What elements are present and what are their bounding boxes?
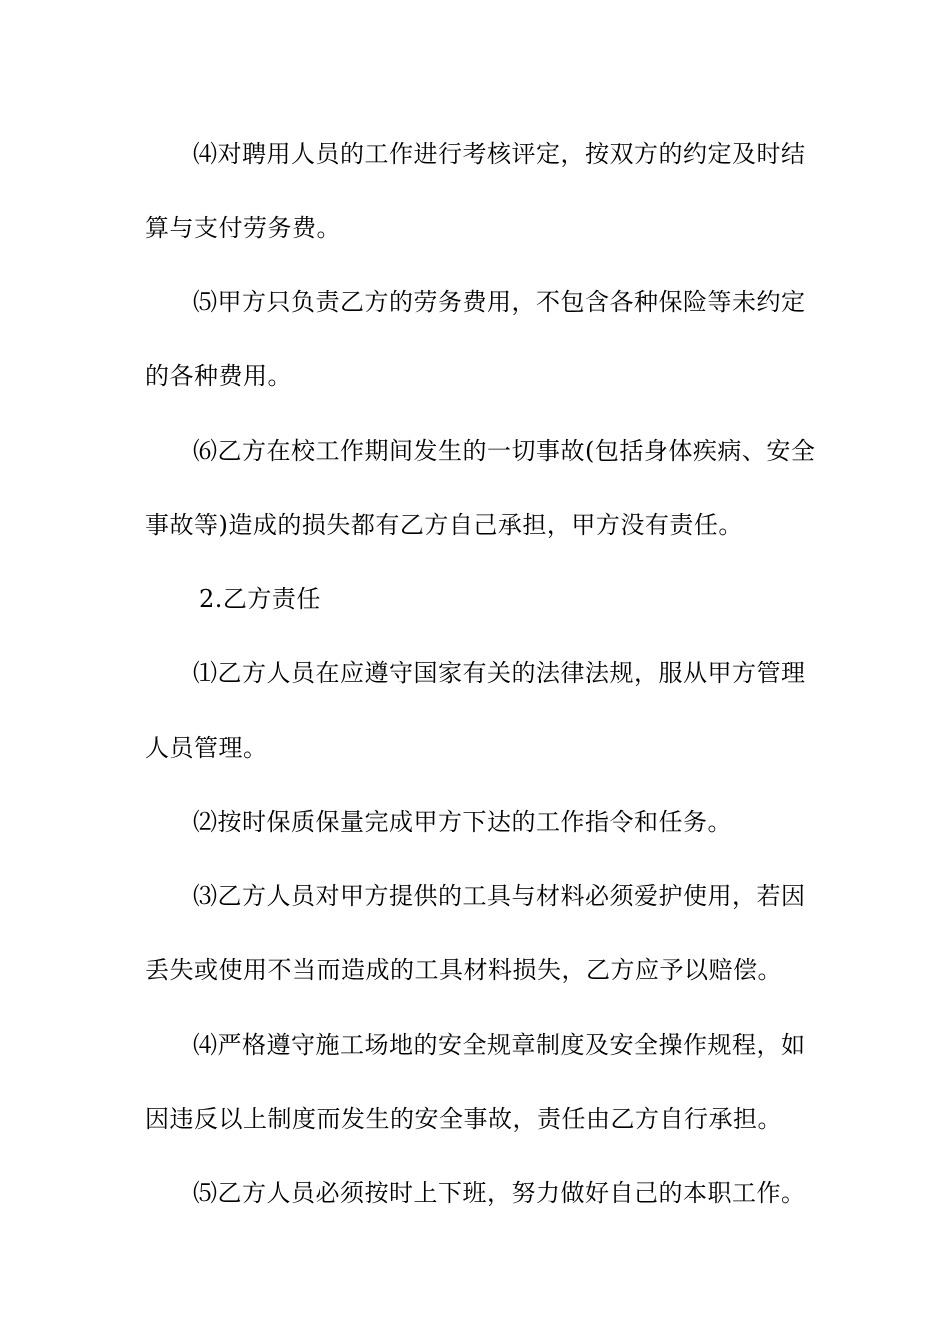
section-heading: 2.乙方责任 (199, 585, 321, 613)
paragraph-line: ⑸甲方只负责乙方的劳务费用，不包含各种保险等未约定 (193, 288, 806, 316)
paragraph-line: ⑷严格遵守施工场地的安全规章制度及安全操作规程，如 (193, 1031, 806, 1059)
paragraph-line: 的各种费用。 (145, 362, 292, 390)
paragraph-line: ⑹乙方在校工作期间发生的一切事故(包括身体疾病、安全 (193, 437, 816, 465)
paragraph-line: ⑴乙方人员在应遵守国家有关的法律法规，服从甲方管理 (193, 659, 806, 687)
paragraph-line: 人员管理。 (145, 734, 268, 762)
paragraph-line: ⑵按时保质保量完成甲方下达的工作指令和任务。 (193, 808, 732, 836)
paragraph-line: 事故等)造成的损失都有乙方自己承担，甲方没有责任。 (145, 511, 743, 539)
paragraph-line: ⑶乙方人员对甲方提供的工具与材料必须爱护使用，若因 (193, 882, 806, 910)
paragraph-line: 丢失或使用不当而造成的工具材料损失，乙方应予以赔偿。 (145, 956, 782, 984)
paragraph-line: ⑸乙方人员必须按时上下班，努力做好自己的本职工作。 (193, 1179, 806, 1207)
paragraph-line: ⑷对聘用人员的工作进行考核评定，按双方的约定及时结 (193, 140, 806, 168)
paragraph-line: 算与支付劳务费。 (145, 214, 341, 242)
paragraph-line: 因违反以上制度而发生的安全事故，责任由乙方自行承担。 (145, 1105, 782, 1133)
